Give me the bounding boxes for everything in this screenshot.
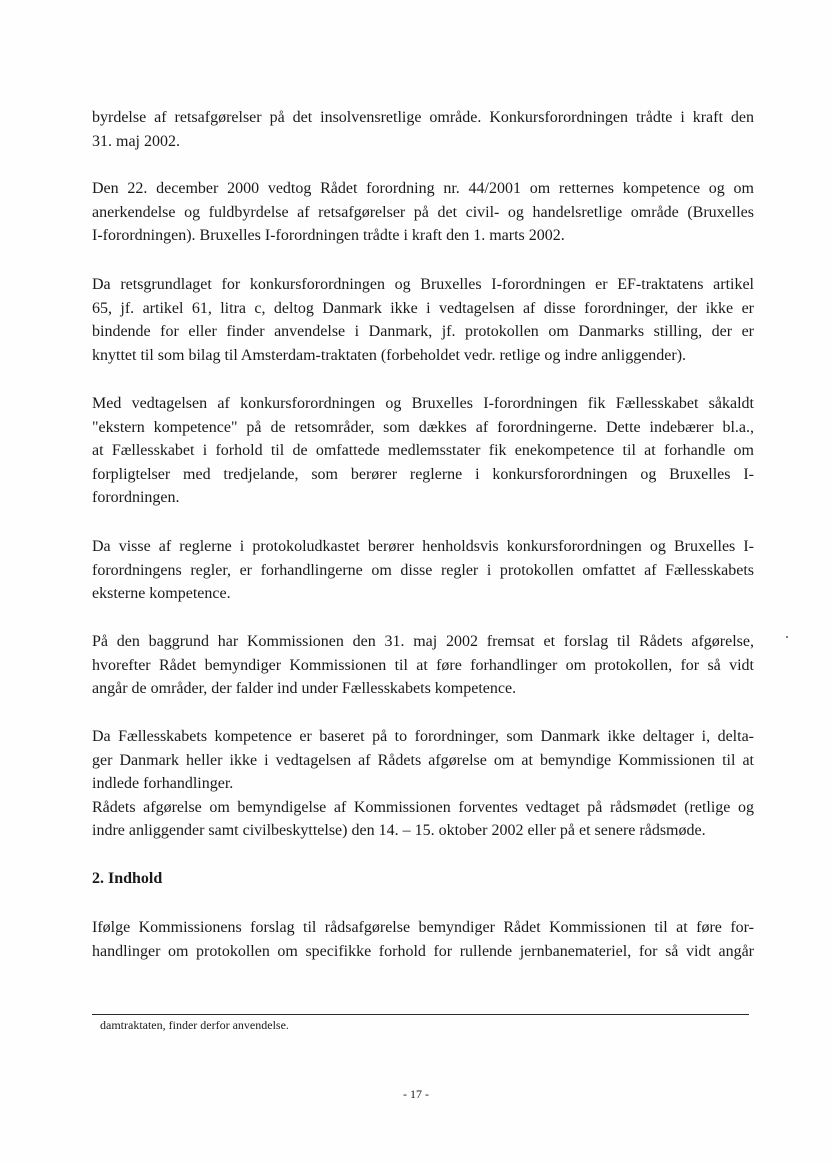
text-line: indre anliggender samt civilbeskyttelse) den 14. – 15. oktober 2002 eller på et senere rådsmøde. [92, 822, 706, 839]
paragraph-4 [92, 392, 754, 510]
text-line: Ifølge Kommissionens forslag til rådsafgørelse bemyndiger Rådet Kommissionen til at føre for- [92, 919, 754, 936]
text-line: anerkendelse og fuldbyrdelse af retsafgørelser på det civil- og handelsretlige område (Bruxelles [92, 203, 754, 221]
paragraph-1 [92, 106, 754, 153]
paragraph-6 [92, 630, 754, 701]
paragraph-2 [92, 177, 754, 248]
section-paragraph [92, 916, 754, 963]
text-line: Den 22. december 2000 vedtog Rådet forordning nr. 44/2001 om retternes kompetence og om [92, 180, 754, 197]
text-line: angår de områder, der falder ind under Fællesskabets kompetence. [92, 680, 517, 697]
text-line: På den baggrund har Kommissionen den 31. maj 2002 fremsat et forslag til Rådets afgørelse, [92, 633, 754, 650]
paragraph-7 [92, 725, 754, 843]
text-line: Rådets afgørelse om bemyndigelse af Kommissionen forventes vedtaget på rådsmødet (retlige og [92, 798, 754, 816]
text-line: Med vedtagelsen af konkursforordningen og Bruxelles I-forordningen fik Fællesskabet såkaldt [92, 395, 754, 412]
text-line: indlede forhandlinger. [92, 775, 234, 792]
text-line: byrdelse af retsafgørelser på det insolvensretlige område. Konkursforordningen trådte i kraft den [92, 109, 754, 126]
text-line: eksterne kompetence. [92, 585, 231, 602]
text-line: handlinger om protokollen om specifikke forhold for rullende jernbanemateriel, for så vidt angår [92, 942, 754, 960]
text-line: "ekstern kompetence" på de retsområder, som dækkes af forordningerne. Dette indebærer bl.a., [92, 418, 754, 436]
text-line: bindende for eller finder anvendelse i Danmark, jf. protokollen om Danmarks stilling, der er [92, 323, 754, 340]
scan-speck [786, 636, 788, 638]
section-heading: 2. Indhold [92, 870, 163, 887]
footnote-text: damtraktaten, finder derfor anvendelse. [100, 1018, 289, 1032]
text-line: Da retsgrundlaget for konkursforordningen og Bruxelles I-forordningen er EF-traktatens artikel [92, 276, 754, 293]
text-line: forordningens regler, er forhandlingerne om disse regler i protokollen omfattet af Fællesskabets [92, 561, 754, 579]
paragraph-5 [92, 535, 754, 606]
text-line: 31. maj 2002. [92, 132, 180, 150]
text-line: at Fællesskabet i forhold til de omfattede medlemsstater fik enekompetence til at forhandle om [92, 442, 754, 459]
text-line: 65, jf. artikel 61, litra c, deltog Danmark ikke i vedtagelsen af disse forordninger, der ikke er [92, 299, 754, 317]
text-line: ger Danmark heller ikke i vedtagelsen af Rådets afgørelse om at bemyndige Kommissionen til at [92, 751, 754, 769]
page-number: - 17 - [403, 1087, 429, 1101]
text-line: I-forordningen). Bruxelles I-forordningen trådte i kraft den 1. marts 2002. [92, 227, 565, 244]
footnote-separator [92, 1014, 749, 1015]
text-line: forordningen. [92, 489, 180, 506]
text-line: forpligtelser med tredjelande, som berører reglerne i konkursforordningen og Bruxelles I- [92, 465, 754, 483]
paragraph-3 [92, 273, 754, 367]
text-line: Da visse af reglerne i protokoludkastet berører henholdsvis konkursforordningen og Bruxelles I- [92, 538, 754, 555]
text-line: Da Fællesskabets kompetence er baseret på to forordninger, som Danmark ikke deltager i, delta- [92, 728, 754, 745]
text-line: knyttet til som bilag til Amsterdam-traktaten (forbeholdet vedr. retlige og indre anliggender). [92, 346, 687, 364]
text-line: hvorefter Rådet bemyndiger Kommissionen til at føre forhandlinger om protokollen, for så vidt [92, 656, 754, 674]
